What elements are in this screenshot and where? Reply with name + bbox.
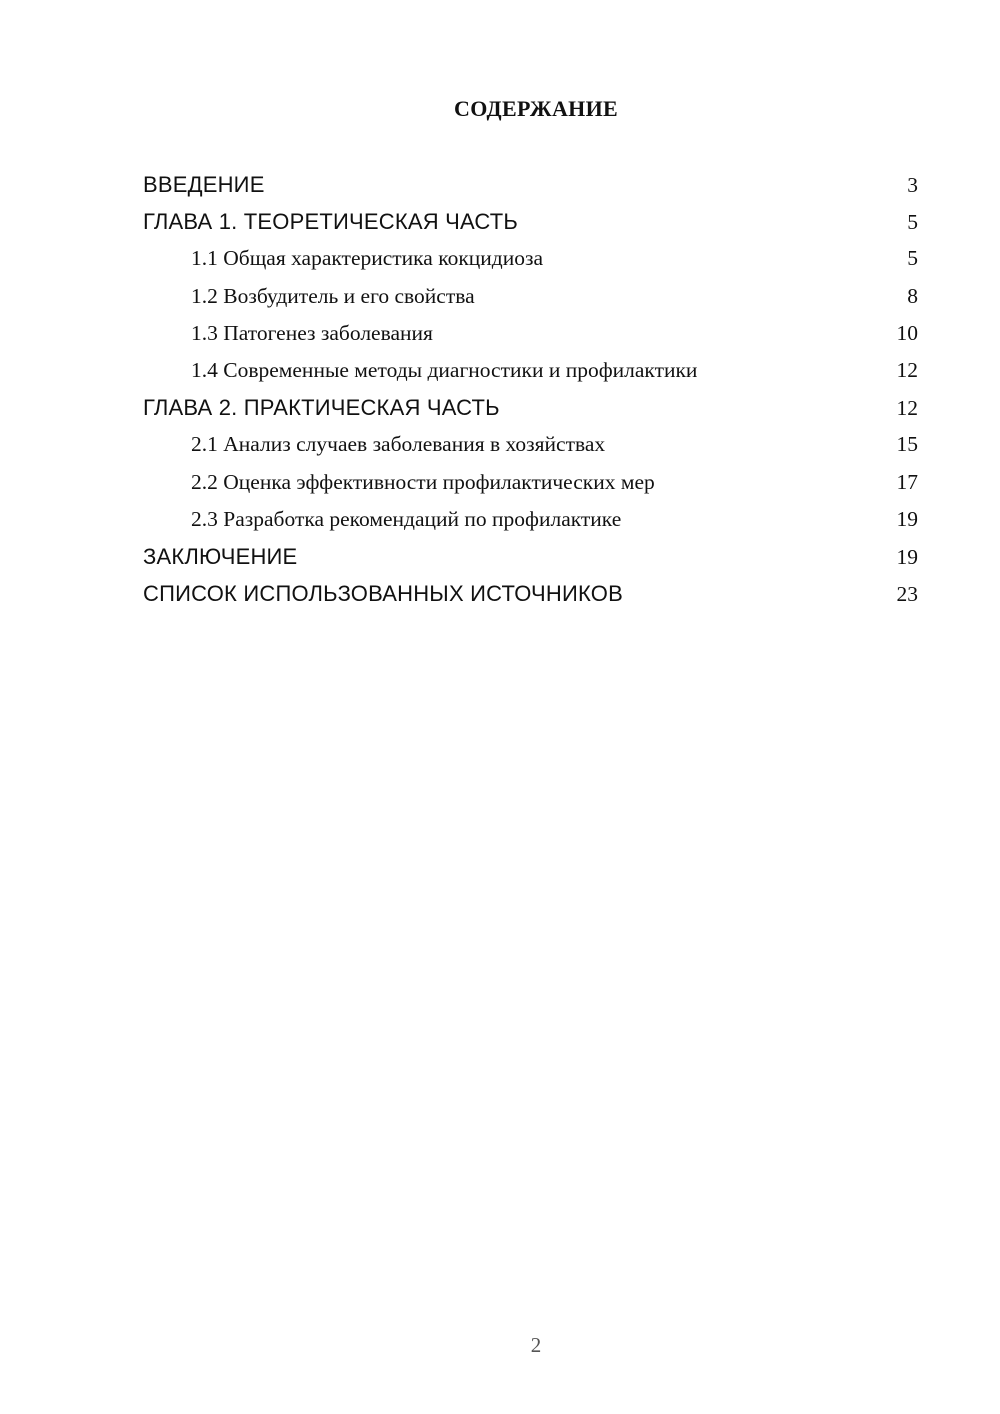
toc-entry-label: 1.1 Общая характеристика кокцидиоза [191, 246, 544, 271]
toc-entry-section-1-4[interactable] [143, 352, 918, 389]
toc-entry-page: 12 [896, 357, 918, 382]
toc-entry-chapter-2[interactable] [143, 389, 918, 426]
toc-entry-label: ЗАКЛЮЧЕНИЕ [143, 543, 298, 569]
toc-entry-section-2-2[interactable] [143, 464, 918, 501]
toc-entry-label: СПИСОК ИСПОЛЬЗОВАННЫХ ИСТОЧНИКОВ [143, 581, 623, 607]
toc-entry-page: 8 [907, 283, 918, 308]
toc-entry-chapter-1[interactable] [143, 203, 918, 240]
toc-entry-page: 5 [907, 246, 918, 271]
toc-entry-conclusion[interactable] [143, 538, 918, 575]
table-of-contents [143, 166, 918, 612]
toc-entry-section-1-3[interactable] [143, 315, 918, 352]
toc-entry-section-2-3[interactable] [143, 501, 918, 538]
toc-entry-introduction[interactable] [143, 166, 918, 203]
toc-entry-page: 19 [896, 506, 918, 531]
toc-entry-page: 5 [907, 210, 918, 235]
toc-entry-label: 1.2 Возбудитель и его свойства [191, 283, 475, 308]
toc-entry-label: 2.2 Оценка эффективности профилактических мер [191, 469, 655, 494]
page-title: СОДЕРЖАНИЕ [454, 96, 618, 121]
toc-entry-page: 23 [896, 582, 918, 607]
toc-entry-section-1-2[interactable] [143, 278, 918, 315]
toc-entry-page: 19 [896, 544, 918, 569]
toc-entry-label: ВВЕДЕНИЕ [143, 172, 265, 197]
toc-entry-page: 3 [907, 173, 918, 197]
toc-entry-references[interactable] [143, 575, 918, 612]
toc-entry-label: ГЛАВА 2. ПРАКТИЧЕСКАЯ ЧАСТЬ [143, 395, 500, 421]
toc-entry-section-1-1[interactable] [143, 240, 918, 277]
toc-entry-label: 2.1 Анализ случаев заболевания в хозяйствах [191, 432, 606, 457]
toc-entry-label: 1.3 Патогенез заболевания [191, 320, 433, 345]
toc-entry-page: 17 [896, 469, 918, 494]
page-number: 2 [530, 1333, 542, 1357]
toc-entry-label: ГЛАВА 1. ТЕОРЕТИЧЕСКАЯ ЧАСТЬ [143, 209, 519, 235]
toc-entry-page: 10 [896, 320, 918, 345]
toc-entry-label: 1.4 Современные методы диагностики и профилактики [191, 357, 698, 382]
toc-entry-label: 2.3 Разработка рекомендаций по профилактике [191, 506, 622, 531]
toc-entry-page: 12 [896, 396, 918, 421]
toc-entry-section-2-1[interactable] [143, 426, 918, 463]
toc-entry-page: 15 [896, 432, 918, 457]
